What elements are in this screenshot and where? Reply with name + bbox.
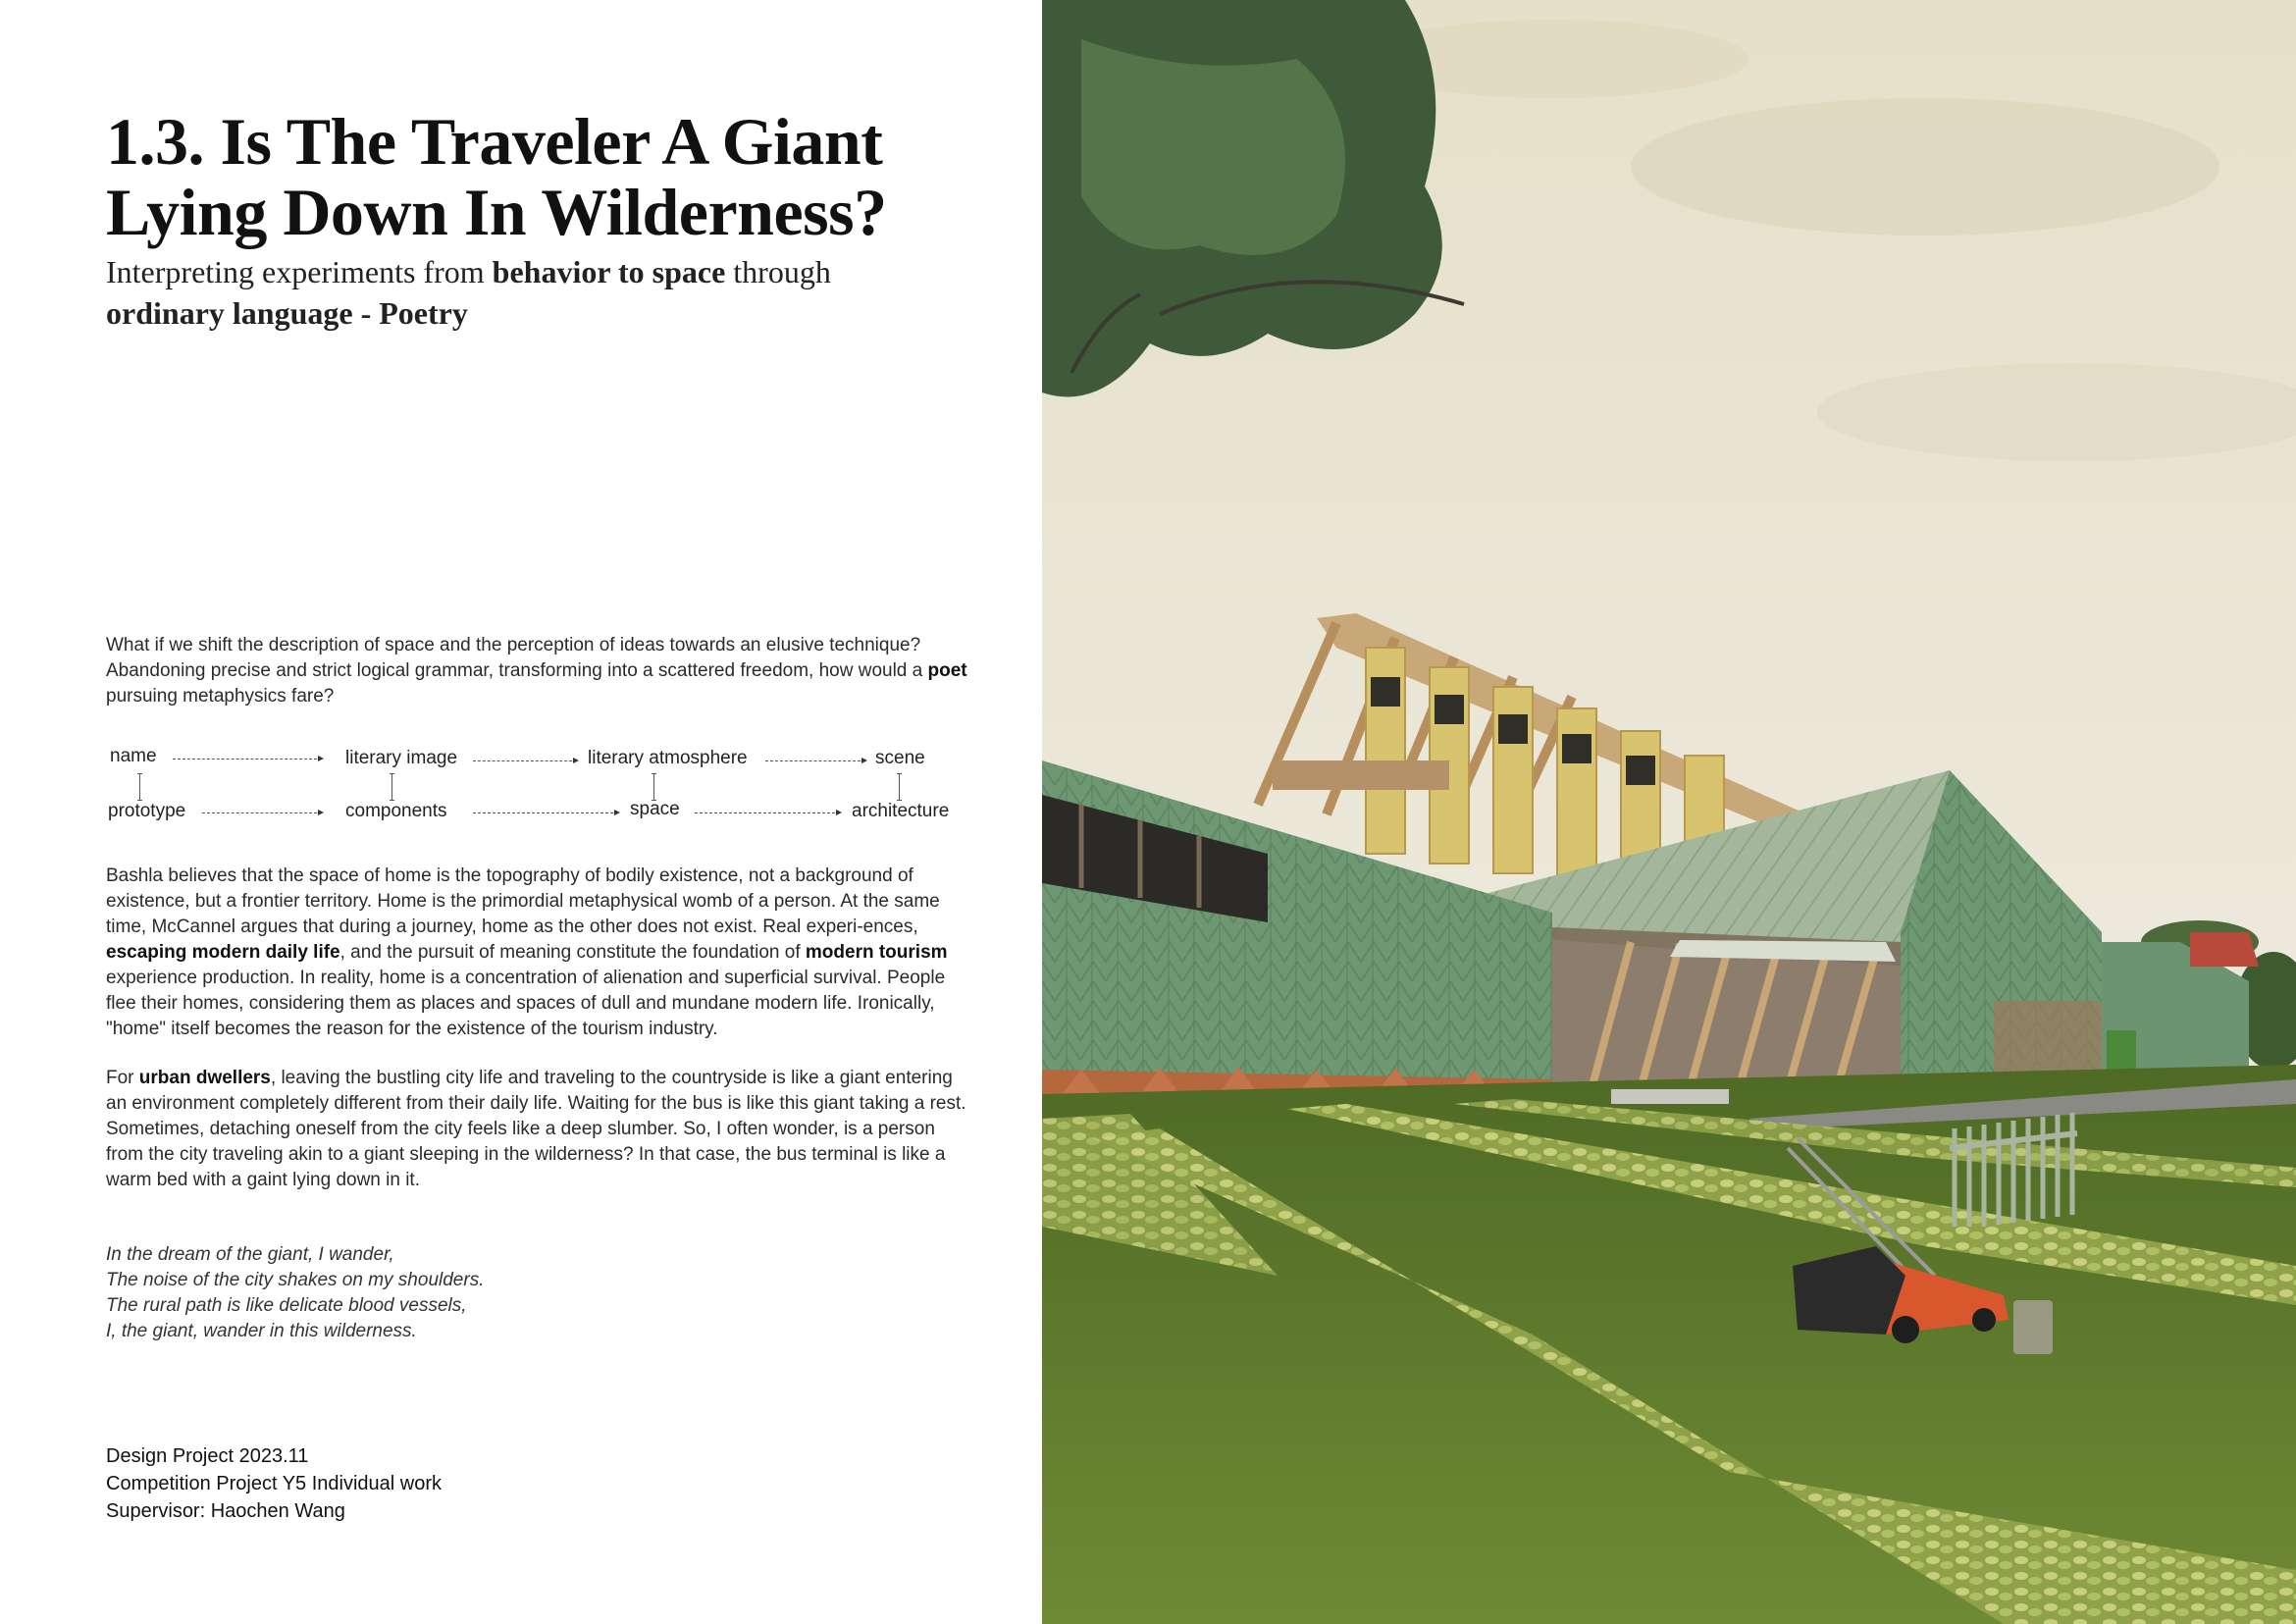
rendering-illustration xyxy=(1042,0,2296,1624)
diagram-node-components: components xyxy=(345,801,447,821)
page-subtitle: Interpreting experiments from behavior to space through ordinary language - Poetry xyxy=(106,254,831,331)
diagram-node-name: name xyxy=(110,746,157,766)
diagram-node-literary-image: literary image xyxy=(345,748,458,768)
diagram-node-prototype: prototype xyxy=(108,801,186,821)
poem-line: The noise of the city shakes on my shoulders. xyxy=(106,1270,485,1290)
concept-diagram xyxy=(106,742,969,830)
page-title: 1.3. Is The Traveler A Giant Lying Down In Wilderness? xyxy=(106,104,887,249)
diagram-arrow xyxy=(473,760,577,761)
body-paragraph-1: Bashla believes that the space of home is the topography of bodily existence, not a background of existence, but a frontier territory. Home is the primordial metaphysical womb of a person. At the same time, McCannel argues that during a journey, home as the other does not exist. Real experi-ences, escaping modern daily life, and the pursuit of meaning constitute the foundation of modern tourism experience production. In reality, home is a concentration of alienation and superficial survival. People flee their homes, considering them as places and spaces of dull and mundane modern life. Ironically, "home" itself becomes the reason for the existence of the tourism industry. xyxy=(106,865,948,1039)
diagram-arrow xyxy=(202,812,322,813)
text-page xyxy=(0,0,1042,1624)
diagram-arrow xyxy=(173,759,322,760)
diagram-link xyxy=(391,773,392,801)
credit-line: Supervisor: Haochen Wang xyxy=(106,1500,345,1522)
intro-paragraph: What if we shift the description of space and the perception of ideas towards an elusive technique? Abandoning precise and strict logical grammar, transforming into a scattered freedom, how would a poet pursuing metaphysics fare? xyxy=(106,635,967,707)
poem xyxy=(106,1242,891,1344)
diagram-arrow xyxy=(695,812,840,813)
diagram-node-scene: scene xyxy=(875,748,925,768)
diagram-node-architecture: architecture xyxy=(852,801,950,821)
diagram-link xyxy=(139,773,140,801)
credit-line: Competition Project Y5 Individual work xyxy=(106,1473,443,1494)
poem-line: The rural path is like delicate blood vessels, xyxy=(106,1295,467,1316)
poem-line: I, the giant, wander in this wilderness. xyxy=(106,1321,417,1341)
architectural-rendering xyxy=(1042,0,2296,1624)
diagram-node-space: space xyxy=(630,799,680,819)
credit-line: Design Project 2023.11 xyxy=(106,1445,309,1467)
body-paragraph-2: For urban dwellers, leaving the bustling city life and traveling to the countryside is like a giant entering an environment completely different from their daily life. Waiting for the bus is like this giant taking a rest. Sometimes, detaching oneself from the city feels like a deep slumber. So, I often wonder, is a person from the city traveling akin to a giant sleeping in the wilderness? In that case, the bus terminal is like a warm bed with a gaint lying down in it. xyxy=(106,1068,966,1190)
diagram-link xyxy=(899,773,900,801)
diagram-node-literary-atmosphere: literary atmosphere xyxy=(588,748,748,768)
diagram-arrow xyxy=(765,760,865,761)
project-credits xyxy=(106,1442,442,1525)
poem-line: In the dream of the giant, I wander, xyxy=(106,1244,394,1265)
diagram-link xyxy=(653,773,654,801)
diagram-arrow xyxy=(473,812,618,813)
